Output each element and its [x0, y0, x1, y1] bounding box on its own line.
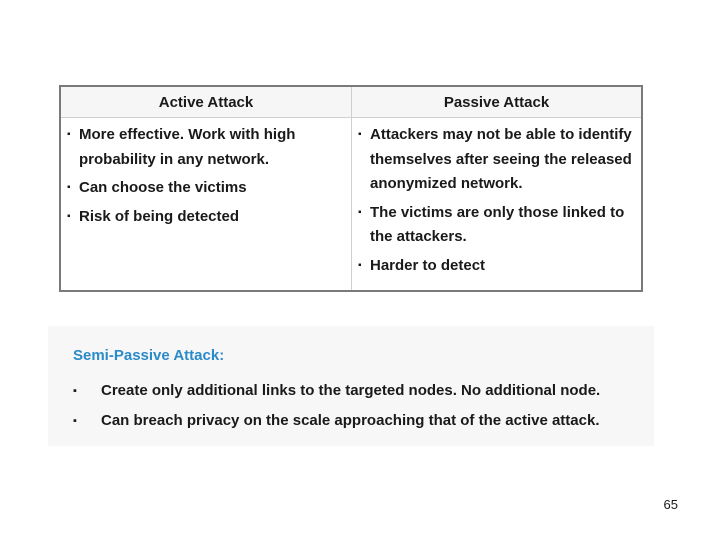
list-item [358, 201, 635, 250]
semi-item-1: Create only additional links to the targeted nodes. No additional node. [101, 382, 601, 399]
semi-item-2: Can breach privacy on the scale approaching that of the active attack. [101, 412, 600, 429]
semi-passive-list [73, 376, 653, 436]
header-active-attack: Active Attack [61, 87, 352, 118]
list-item [358, 123, 635, 197]
list-item [73, 406, 653, 436]
semi-passive-section [48, 326, 654, 446]
bullet-icon: ▪ [67, 182, 71, 193]
bullet-icon: ▪ [358, 259, 362, 271]
active-item-2: Can choose the victims [79, 179, 247, 196]
list-item [67, 205, 345, 230]
page-number: 65 [663, 497, 678, 512]
bullet-icon: ▪ [73, 385, 77, 397]
passive-item-2: The victims are only those linked to the attackers. [370, 203, 625, 245]
bullet-icon: ▪ [358, 129, 362, 140]
passive-attack-cell [352, 118, 641, 290]
list-item [358, 254, 635, 279]
passive-item-1: Attackers may not be able to identify themselves after seeing the released anonymized network. [370, 126, 632, 192]
active-attack-cell [61, 118, 352, 290]
list-item [73, 376, 653, 406]
passive-item-3: Harder to detect [370, 256, 486, 274]
bullet-icon: ▪ [73, 415, 77, 427]
active-item-3: Risk of being detected [79, 207, 240, 225]
bullet-icon: ▪ [67, 210, 71, 222]
semi-passive-title: Semi-Passive Attack: [73, 347, 225, 364]
active-item-1: More effective. Work with high probability in any network. [79, 126, 296, 168]
comparison-table [59, 85, 643, 292]
list-item [67, 176, 345, 201]
header-passive-attack: Passive Attack [352, 87, 641, 118]
bullet-icon: ▪ [67, 129, 71, 140]
list-item [67, 123, 345, 172]
bullet-icon: ▪ [358, 206, 362, 218]
